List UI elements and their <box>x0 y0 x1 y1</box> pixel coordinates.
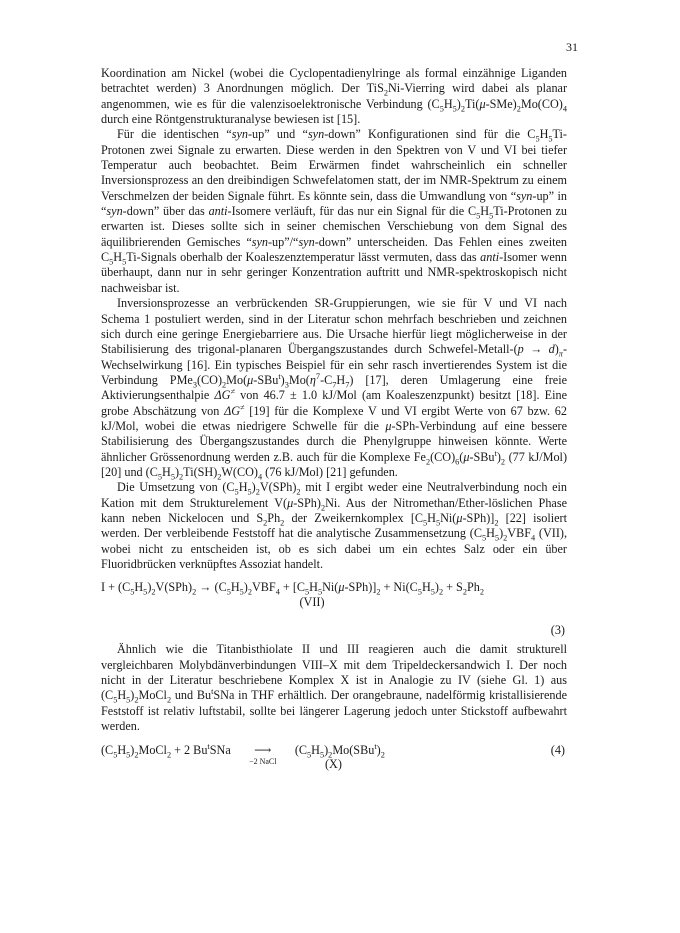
equation-3 <box>101 578 567 640</box>
text-body <box>101 66 567 777</box>
equation-4-rhs: $(C_5H_5)_2Mo(SBu^t)_2$ <box>294 742 385 760</box>
equation-4-number: (4) <box>550 743 565 758</box>
paragraph-2: Für die identischen “syn-up” und “syn-down” Konfigurationen sind für die $C_5H_5Ti$-Protonen zwei Signale zu erwarten. Diese werden in den Spektren von V und VI bei tiefer Temperatur auch beobachtet. Beim Erwärmen findet wahrscheinlich ein schneller Inversionsprozess an den dreibindigen Schwefelatomen statt, der im NMR-Spektrum zu einem Verschmelzen der beiden Signale führt. Es könnte sein, dass die Umwandlung von “syn-up” in “syn-down” über das anti-Isomere verläuft, für das nur ein Signal für die $C_5H_5Ti$-Protonen zu erwarten ist. Dieses sollte sich in seiner chemischen Verschiebung von dem Signal des äquilibrierenden Gemisches “syn-up”/“syn-down” unterscheiden. Das Fehlen eines zweiten $C_5H_5Ti$-Signals oberhalb der Koaleszenztemperatur lässt vermuten, dass das anti-Isomer wenn überhaupt, dann nur in sehr geringer Konzentration auftritt und NMR-spektroskopisch nicht nachweisbar ist. <box>101 127 567 295</box>
equation-4-label: (X) <box>325 757 342 772</box>
equation-3-number: (3) <box>550 623 565 638</box>
paragraph-5: Ähnlich wie die Titanbisthiolate II und III reagieren auch die damit strukturell vergleichbaren Molybdänverbindungen VIII–X mit dem Tripeldeckersandwich I. Der noch nicht in der Literatur beschriebene Komplex X ist in Analogie zu IV (siehe Gl. 1) aus $(C_5H_5)_2MoCl_2$ und Bu$^t$SNa in THF erhältlich. Der orangebraune, nadelförmig kristallisierende Feststoff ist relativ luftstabil, sollte bei längerer Lagerung jedoch unter Stickstoff aufbewahrt werden. <box>101 642 567 734</box>
paragraph-3: Inversionsprozesse an verbrückenden SR-Gruppierungen, wie sie für V und VI nach Schema 1 postuliert werden, sind in der Literatur schon mehrfach beschrieben und zeichnen sich durch eine geringe Energiebarriere aus. Die Ursache hierfür liegt möglicherweise in der Stabilisierung des trigonal-planaren Übergangszustandes durch Schwefel-Metall-(p → $d)_\pi$-Wechselwirkung [16]. Ein typisches Beispiel für ein sehr rasch invertierendes System ist die Verbindung $PMe_3(CO)_2Mo(\mu-SBu^t)_3Mo(\eta^7-C_7H_7)$ [17], deren Umlagerung eine freie Aktivierungsenthalpie ΔG≠ von 46.7 ± 1.0 kJ/Mol (am Koaleszenzpunkt) besitzt [18]. Eine grobe Abschätzung von ΔG≠ [19] für die Komplexe V und VI ergibt Werte von 67 bzw. 62 kJ/Mol, wobei die etwas niedrigere Schwelle für die μ-SPh-Verbindung auf eine bessere Stabilisierung des Übergangszustandes durch die Phenylgruppe hinweisen könnte. Werte ähnlicher Grössenordnung werden z.B. auch für die Komplexe $Fe_2(CO)_6(\mu-SBu^t)_2$ (77 kJ/Mol) [20] und $(C_5H_5)_2Ti(SH)_2W(CO)_4$ (76 kJ/Mol) [21] gefunden. <box>101 296 568 482</box>
equation-3-label: (VII) <box>299 595 325 610</box>
equation-4-arrow-condition: −2 NaCl <box>249 757 277 767</box>
paragraph-1: Koordination am Nickel (wobei die Cyclopentadienylringe als formal einzähnige Liganden betrachtet werden) 3 Anordnungen möglich. Der TiS$_2$Ni-Vierring wird dabei als planar angenommen, wie es für die valenzisoelektronische Verbindung $(C_5H_5)_2Ti(\mu-SMe)_2Mo(CO)_4$ durch eine Röntgenstrukturanalyse bewiesen ist [15]. <box>101 66 568 127</box>
equation-4-lhs: $(C_5H_5)_2MoCl_2 + 2$ Bu$^t$SNa <box>101 742 231 760</box>
reaction-arrow-icon: ⟶ <box>254 743 272 758</box>
paragraph-4: Die Umsetzung von $(C_5H_5)_2V(SPh)_2$ mit I ergibt weder eine Neutralverbindung noch ein Kation mit dem Strukturelement $V(\mu-SPh)_2Ni$. Aus der Nitromethan/Ether-löslichen Phase kann neben Nickelocen und $S_2Ph_2$ der Zweikernkomplex $[C_5H_5Ni(\mu-SPh)]_2$ [22] isoliert werden. Der verbleibende Feststoff hat die analytische Zusammensetzung $(C_5H_5)_2VBF_4$ (VII), wobei nicht zu entscheiden ist, ob es sich dabei um ein echtes Salz oder ein über Fluoridbrücken verknüpftes Assoziat handelt. <box>101 480 568 571</box>
equation-4-arrow <box>234 743 292 767</box>
page-number: 31 <box>566 40 578 54</box>
equation-4 <box>101 743 567 777</box>
equation-3-formula: $I + (C_5H_5)_2V(SPh)_2 \to (C_5H_5)_2VBF_4 + [C_5H_5Ni(\mu-SPh)]_2 + Ni(C_5H_5)_2 + S_2Ph_2$ <box>101 580 484 597</box>
